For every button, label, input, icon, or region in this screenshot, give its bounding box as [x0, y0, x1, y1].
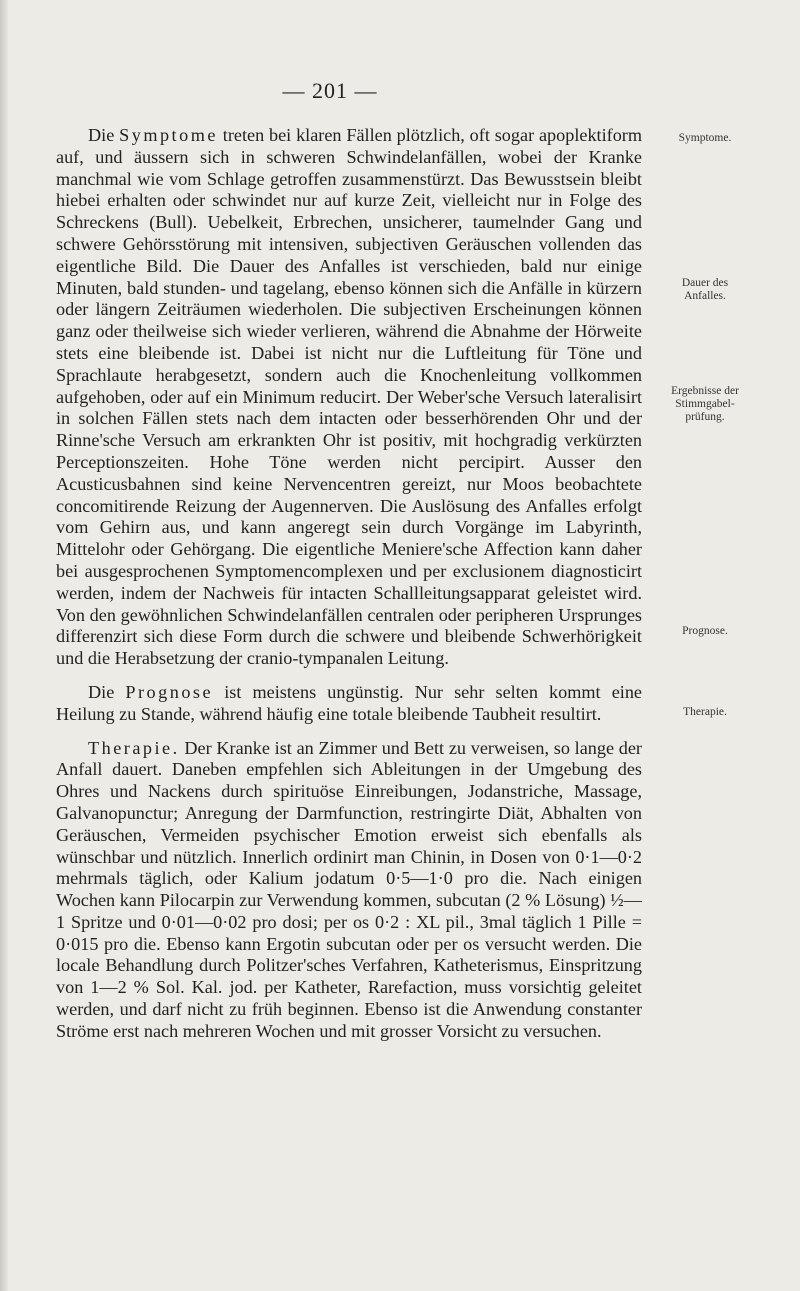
main-text-column: [56, 125, 642, 1055]
margin-note-ergebnisse: Ergebnisse der Stimmgabelprüfung.: [671, 385, 739, 423]
paragraph-emphasis: Symptome: [119, 125, 218, 145]
paragraph-body: ist meistens ungünstig. Nur sehr selten kommt eine Heilung zu Stande, während häufig eine totale bleibende Taubheit resultirt.: [56, 681, 642, 724]
paragraph-emphasis: Therapie.: [88, 737, 180, 758]
margin-note-therapie: Therapie.: [683, 706, 727, 718]
page-edge-shadow: [0, 0, 8, 1291]
paragraph-body: treten bei klaren Fällen plötzlich, oft sogar apoplektiform auf, und äussern sich in schweren Schwindelanfällen, wobei der Kranke manchmal wie vom Schlage getroffen zusammenstürzt. Das Bewusstsein bleibt hiebei erhalten oder schwindet nur auf kurze Zeit, vielleicht nur in Folge des Schreckens (Bull). Uebelkeit, Erbrechen, unsicherer, taumelnder Gang und schwere Gehörsstörung mit intensiven, subjectiven Geräuschen vollenden das eigentliche Bild. Die Dauer des Anfalles ist verschieden, bald nur einige Minuten, bald stunden- und tagelang, ebenso können sich die Anfälle in kürzern oder längern Zeiträumen wiederholen. Die subjectiven Erscheinungen können ganz oder theilweise sich wieder verlieren, während die Abnahme der Hörweite stets eine bleibende ist. Dabei ist nicht nur die Luftleitung für Töne und Sprachlaute herabgesetzt, sondern auch die Knochenleitung vollkommen aufgehoben, oder auf ein Minimum reducirt. Der Weber'sche Versuch lateralisirt in solchen Fällen stets nach dem intacten oder besserhörenden Ohr und der Rinne'sche Versuch am erkrankten Ohr ist positiv, mit hochgradig verkürzten Perceptionszeiten. Hohe Töne werden nicht percipirt. Ausser den Acusticusbahnen sind keine Nervencentren gereizt, nur Moos beobachtete concomitirende Reizung der Augennerven. Die Auslösung des Anfalles erfolgt vom Gehirn aus, und kann angeregt sein durch Vorgänge im Labyrinth, Mittelohr oder Gehörgang. Die eigentliche Meniere'sche Affection kann daher bei ausgesprochenen Symptomencomplexen und per exclusionem diagnosticirt werden, indem der Nachweis für intacten Schallleitungsapparat geleistet wird. Von den gewöhnlichen Schwindelanfällen centralen oder peripheren Ursprunges differenzirt sich diese Form durch die schwere und bleibende Schwerhörigkeit und die Herabsetzung der cranio-tympanalen Leitung.: [56, 125, 642, 669]
paragraph-body: Der Kranke ist an Zimmer und Bett zu verweisen, so lange der Anfall dauert. Daneben empfehlen sich Ableitungen in der Umgebung des Ohres und Nackens durch spirituöse Einreibungen, Jodanstriche, Massage, Galvanopunctur; Anregung der Darmfunction, restringirte Diät, Abhalten von Geräuschen, Vermeiden psychischer Emotion erweist sich ebenfalls als wünschbar und nützlich. Innerlich ordinirt man Chinin, in Dosen von 0·1—0·2 mehrmals täglich, oder Kalium jodatum 0·5—1·0 pro die. Nach einigen Wochen kann Pilocarpin zur Verwendung kommen, subcutan (2 % Lösung) ½—1 Spritze und 0·01—0·02 pro dosi; per os 0·2 : XL pil., 3mal täglich 1 Pille = 0·015 pro die. Ebenso kann Ergotin subcutan oder per os versucht werden. Die locale Behandlung durch Politzer'sches Verfahren, Katheterismus, Einspritzung von 1—2 % Sol. Kal. jod. per Katheter, Rarefaction, muss vorsichtig geleitet werden, und darf nicht zu früh beginnen. Ebenso ist die Anwendung constanter Ströme erst nach mehreren Wochen und mit grosser Vorsicht zu versuchen.: [56, 737, 642, 1041]
margin-note-prognose: Prognose.: [682, 625, 728, 637]
paragraph-emphasis: Prognose: [125, 681, 214, 702]
margin-note-symptome: Symptome.: [678, 132, 732, 144]
margin-note-dauer: Dauer des Anfalles.: [681, 277, 729, 302]
page-number: — 201 —: [282, 78, 378, 103]
paragraph-therapie: [56, 738, 642, 1043]
paragraph-symptome: [56, 125, 642, 670]
paragraph-lead: Die: [88, 125, 120, 145]
paragraph-prognose: [56, 682, 642, 726]
paragraph-lead: Die: [88, 681, 126, 702]
